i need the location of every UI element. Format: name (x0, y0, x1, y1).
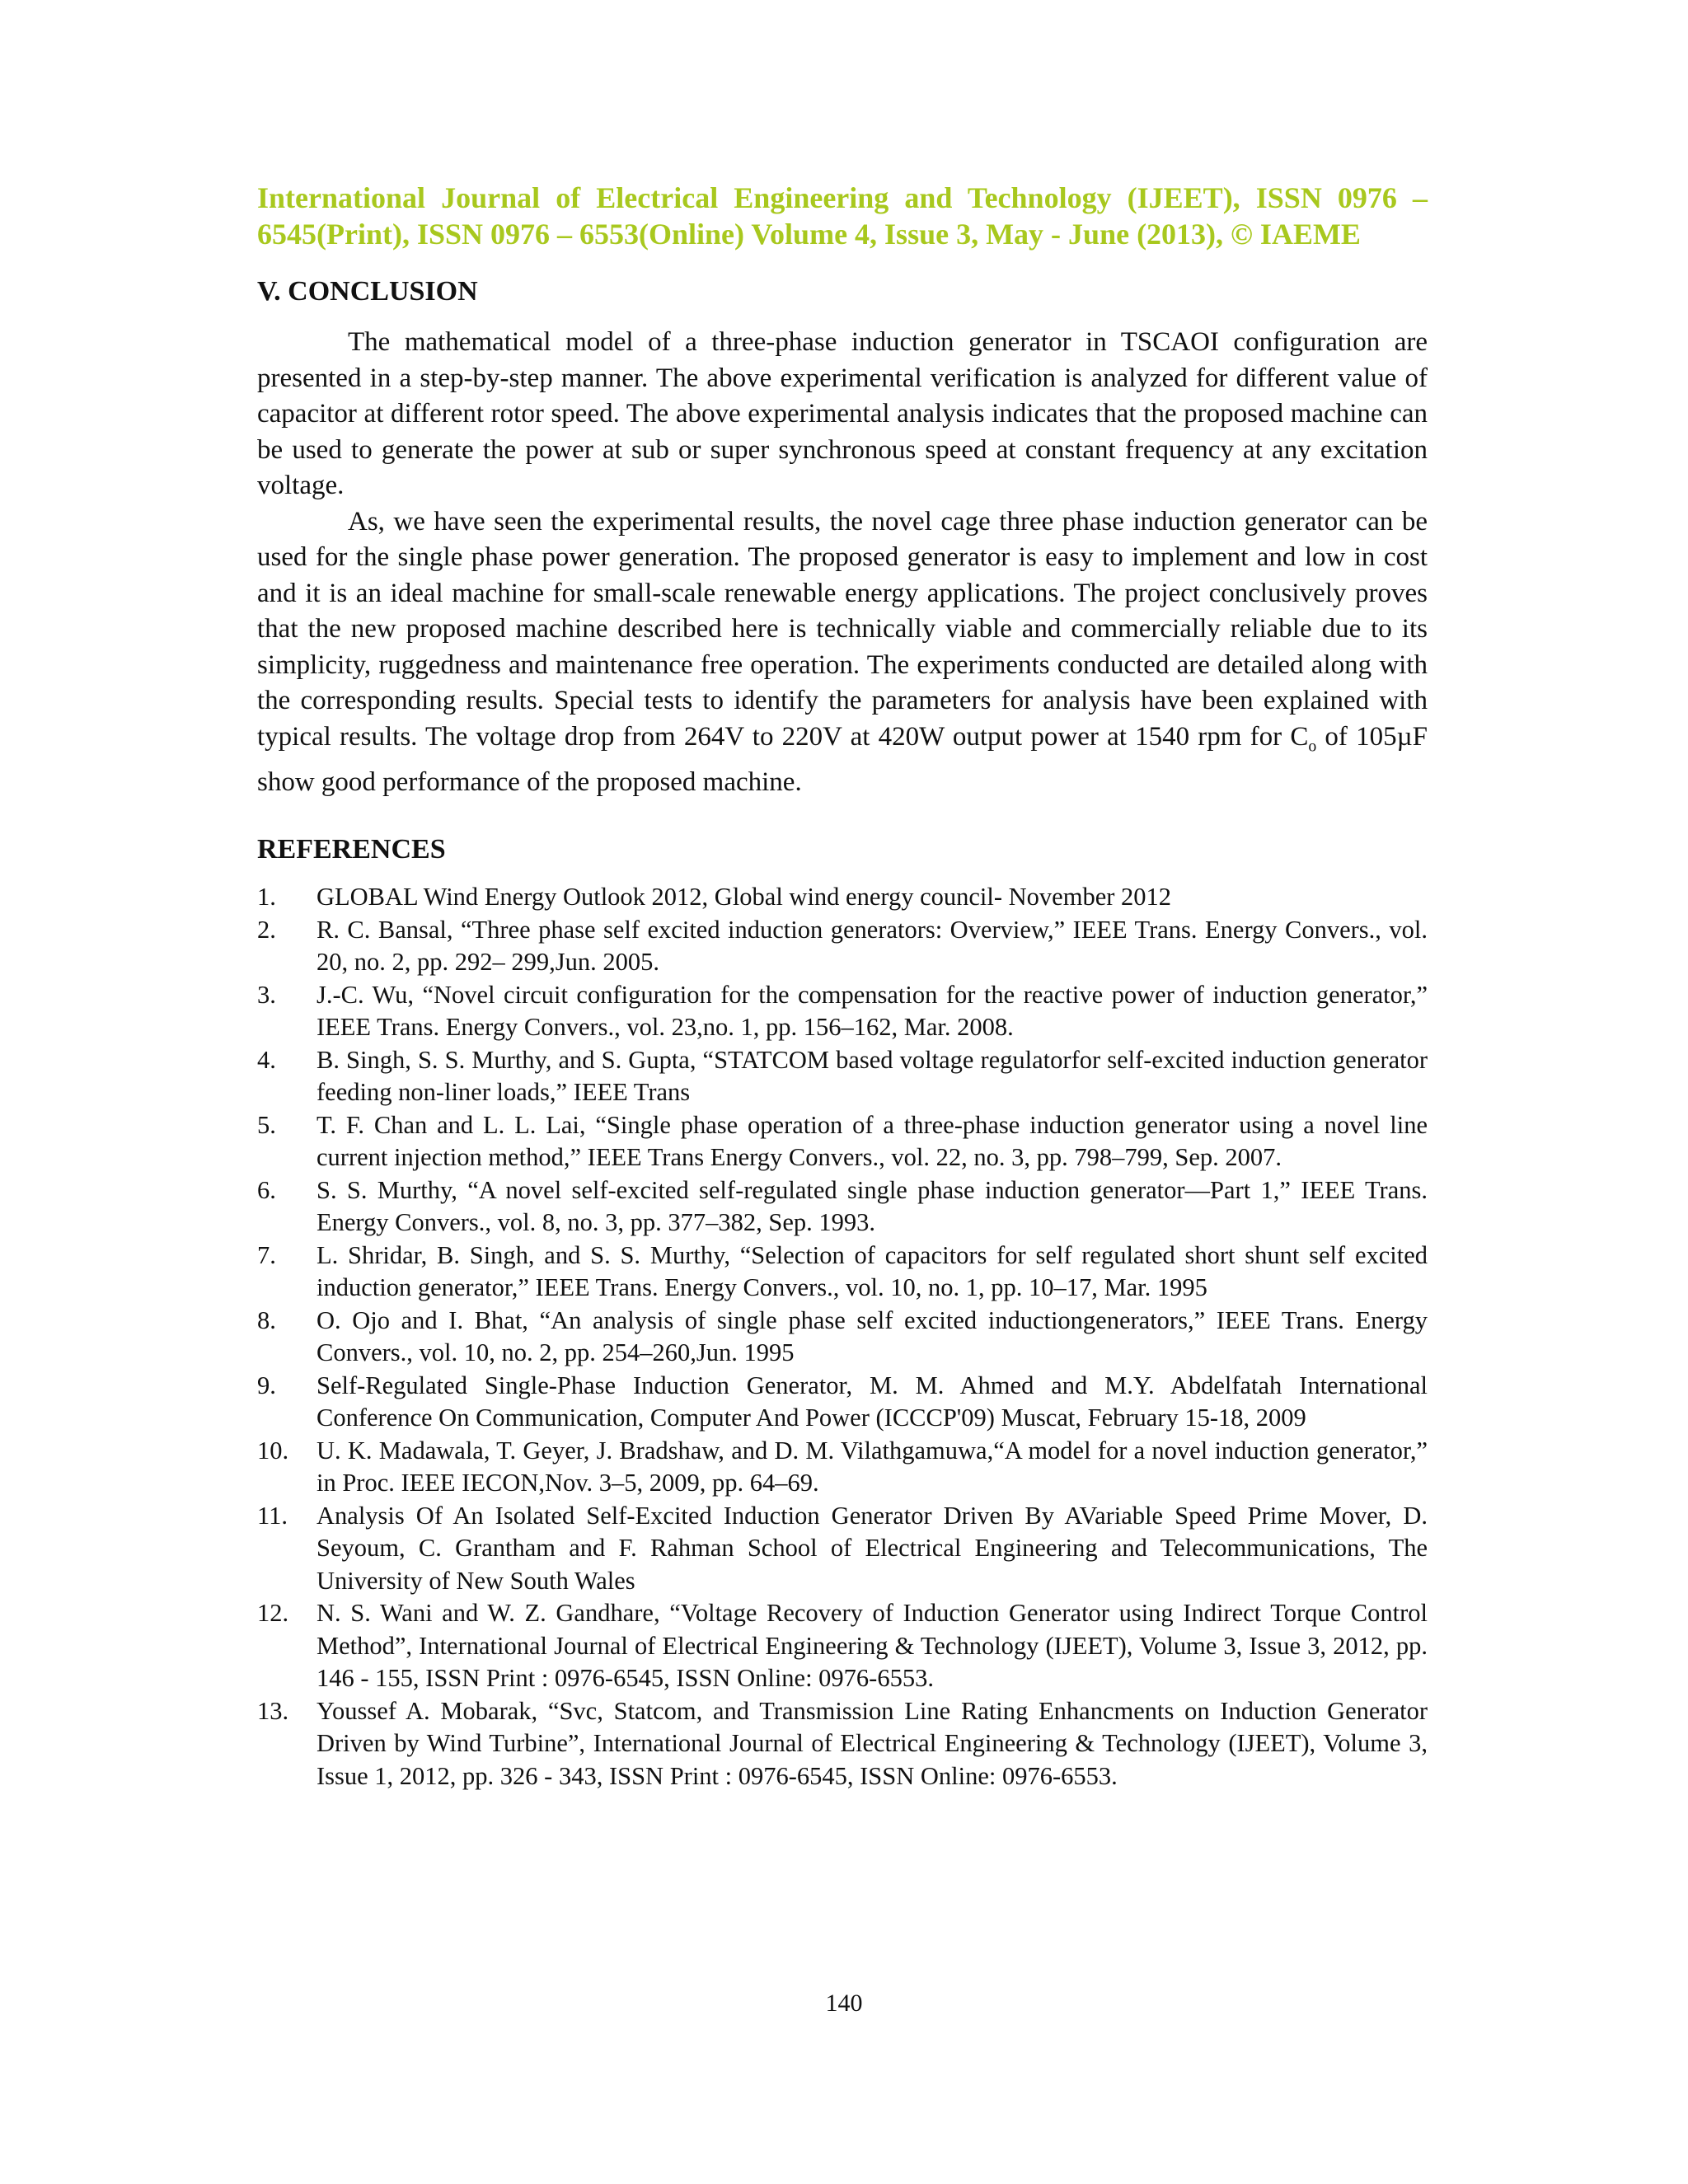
reference-item (257, 979, 1428, 1044)
reference-number: 9. (257, 1371, 276, 1399)
reference-item (257, 914, 1428, 979)
reference-item (257, 1435, 1428, 1500)
conclusion-paragraph-1: The mathematical model of a three-phase induction generator in TSCAOI configuration are presented in a step-by-step manner. The above experimental verification is analyzed for different value of capacitor at different rotor speed. The above experimental analysis indicates that the proposed machine can be used to generate the power at sub or super synchronous speed at constant frequency at any excitation voltage. (257, 327, 1428, 500)
reference-text: GLOBAL Wind Energy Outlook 2012, Global wind energy council- November 2012 (316, 883, 1172, 912)
reference-number: 10. (257, 1436, 289, 1465)
reference-number: 13. (257, 1696, 289, 1725)
reference-number: 2. (257, 915, 276, 944)
subscript-o: o (1308, 737, 1317, 756)
reference-number: 8. (257, 1305, 276, 1334)
reference-text: Youssef A. Mobarak, “Svc, Statcom, and Transmission Line Rating Enhancments on Induction Generator Driven by Wind Turbine”, International Journal of Electrical Engineering & Technology (IJEET), Volume 3, Issue 1, 2012, pp. 326 - 343, ISSN Print : 0976-6545, ISSN Online: 0976-6553. (316, 1696, 1428, 1790)
reference-number: 11. (257, 1501, 288, 1530)
reference-text: S. S. Murthy, “A novel self-excited self-regulated single phase induction generator—Part 1,” IEEE Trans. Energy Convers., vol. 8, no. 3, pp. 377–382, Sep. 1993. (316, 1175, 1428, 1237)
reference-list (257, 881, 1428, 1793)
reference-text: T. F. Chan and L. L. Lai, “Single phase operation of a three-phase induction generator using a novel line current injection method,” IEEE Trans Energy Convers., vol. 22, no. 3, pp. 798–799, Sep. 2007. (316, 1110, 1428, 1172)
page-content (257, 180, 1428, 1793)
reference-number: 6. (257, 1175, 276, 1204)
reference-number: 7. (257, 1240, 276, 1269)
reference-number: 3. (257, 980, 276, 1009)
reference-item (257, 1695, 1428, 1793)
paragraph-2-text: As, we have seen the experimental results, the novel cage three phase induction generator can be used for the single phase power generation. The proposed generator is easy to implement and low in cost and it is an ideal machine for small-scale renewable energy applications. The project conclusively proves that the new proposed machine described here is technically viable and commercially reliable due to its simplicity, ruggedness and maintenance free operation. The experiments conducted are detailed along with the corresponding results. Special tests to identify the parameters for analysis have been explained with typical results. The voltage drop from 264V to 220V at 420W output power at 1540 rpm for C (257, 506, 1428, 752)
reference-item (257, 1500, 1428, 1598)
reference-text: U. K. Madawala, T. Geyer, J. Bradshaw, and D. M. Vilathgamuwa,“A model for a novel induction generator,” in Proc. IEEE IECON,Nov. 3–5, 2009, pp. 64–69. (316, 1436, 1428, 1497)
reference-item (257, 1109, 1428, 1174)
reference-text: L. Shridar, B. Singh, and S. S. Murthy, “Selection of capacitors for self regulated short shunt self excited induction generator,” IEEE Trans. Energy Convers., vol. 10, no. 1, pp. 10–17, Mar. 1995 (316, 1240, 1428, 1302)
reference-item (257, 1370, 1428, 1435)
reference-item (257, 1044, 1428, 1109)
reference-item (257, 1174, 1428, 1240)
reference-number: 5. (257, 1110, 276, 1139)
reference-item (257, 1305, 1428, 1370)
reference-number: 4. (257, 1045, 276, 1074)
reference-item (257, 881, 1428, 914)
reference-item (257, 1240, 1428, 1305)
reference-text: O. Ojo and I. Bhat, “An analysis of single phase self excited inductiongenerators,” IEEE Trans. Energy Convers., vol. 10, no. 2, pp. 254–260,Jun. 1995 (316, 1305, 1428, 1367)
reference-text: Analysis Of An Isolated Self-Excited Induction Generator Driven By AVariable Speed Prime Mover, D. Seyoum, C. Grantham and F. Rahman School of Electrical Engineering and Telecommunications, The University of New South Wales (316, 1501, 1428, 1595)
reference-text: N. S. Wani and W. Z. Gandhare, “Voltage Recovery of Induction Generator using Indirect Torque Control Method”, International Journal of Electrical Engineering & Technology (IJEET), Volume 3, Issue 3, 2012, pp. 146 - 155, ISSN Print : 0976-6545, ISSN Online: 0976-6553. (316, 1599, 1428, 1693)
paragraph-2-text-end: of 105µF show good performance of the proposed machine. (257, 721, 1428, 797)
reference-text: J.-C. Wu, “Novel circuit configuration for the compensation for the reactive power of induction generator,” IEEE Trans. Energy Convers., vol. 23,no. 1, pp. 156–162, Mar. 2008. (316, 980, 1428, 1042)
references-heading: REFERENCES (257, 834, 446, 865)
reference-item (257, 1597, 1428, 1695)
reference-text: Self-Regulated Single-Phase Induction Generator, M. M. Ahmed and M.Y. Abdelfatah International Conference On Communication, Computer And Power (ICCCP'09) Muscat, February 15-18, 2009 (316, 1371, 1428, 1432)
page-number: 140 (825, 1990, 863, 2017)
reference-text: B. Singh, S. S. Murthy, and S. Gupta, “STATCOM based voltage regulatorfor self-excited induction generator feeding non-liner loads,” IEEE Trans (316, 1045, 1428, 1107)
reference-number: 1. (257, 883, 276, 912)
conclusion-heading: V. CONCLUSION (257, 276, 478, 307)
reference-text: R. C. Bansal, “Three phase self excited induction generators: Overview,” IEEE Trans. Energy Convers., vol. 20, no. 2, pp. 292– 299,Jun. 2005. (316, 915, 1428, 977)
reference-number: 12. (257, 1599, 289, 1628)
conclusion-paragraph-2 (257, 504, 1428, 801)
journal-header: International Journal of Electrical Engineering and Technology (IJEET), ISSN 0976 – 6545(Print), ISSN 0976 – 6553(Online) Volume 4, Issue 3, May - June (2013), © IAEME (257, 181, 1428, 251)
